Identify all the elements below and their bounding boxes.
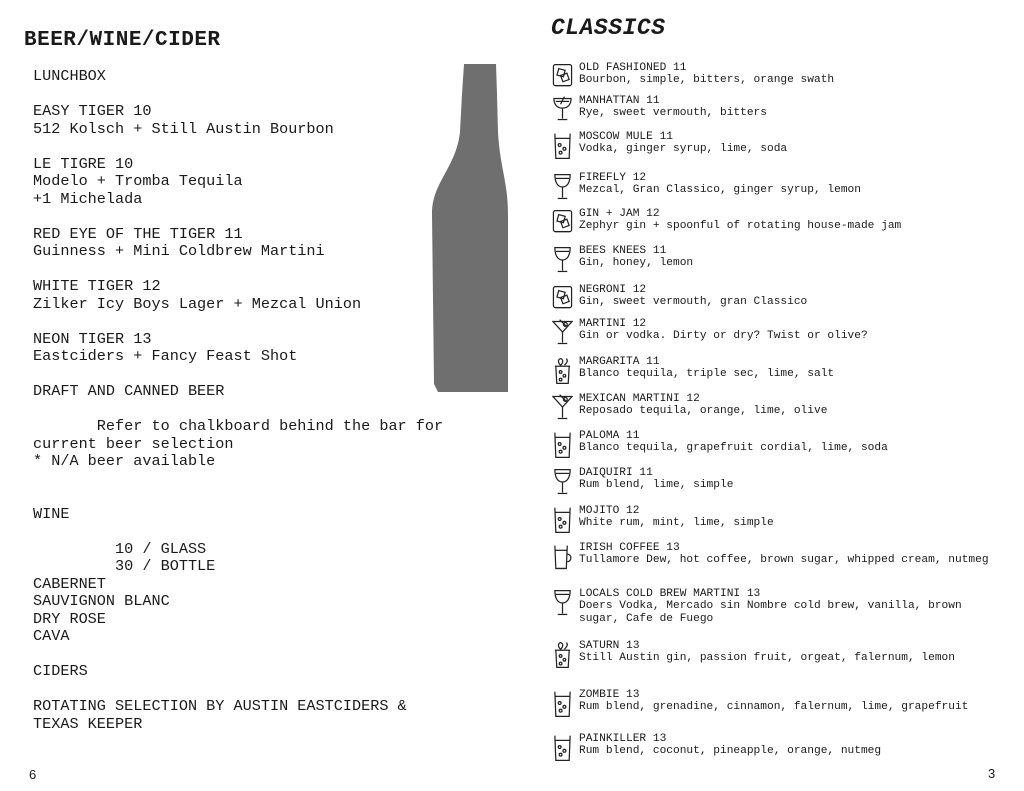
garnished-glass-icon: [552, 640, 573, 670]
drink-text: [579, 284, 999, 309]
blank-line: [33, 471, 443, 489]
drink-description: White rum, mint, lime, simple: [579, 517, 774, 530]
menu-line: NEON TIGER 13: [33, 329, 152, 348]
menu-line: TEXAS KEEPER: [33, 714, 143, 733]
drink-description: Mezcal, Gran Classico, ginger syrup, lemon: [579, 184, 861, 197]
drink-text: [579, 430, 999, 455]
wine-glass-icon: [552, 245, 573, 275]
drink-description: Rye, sweet vermouth, bitters: [579, 107, 767, 120]
drink-item: [552, 356, 999, 386]
drink-name: OLD FASHIONED 11: [579, 62, 687, 74]
drink-description: Reposado tequila, orange, lime, olive: [579, 405, 828, 418]
drink-text: [579, 318, 999, 343]
drink-description: Zephyr gin + spoonful of rotating house-made jam: [579, 220, 902, 233]
drink-item: [552, 393, 999, 423]
mug-icon: [552, 542, 573, 572]
drink-item: [552, 62, 999, 92]
drink-text: [579, 245, 999, 270]
drink-item: [552, 245, 999, 275]
menu-line: DRY ROSE: [33, 609, 106, 628]
menu-line: CIDERS: [33, 662, 88, 680]
drink-item: [552, 172, 999, 202]
menu-line: 10 / GLASS: [33, 539, 207, 558]
menu-line: 512 Kolsch + Still Austin Bourbon: [33, 119, 334, 138]
drink-name: NEGRONI 12: [579, 284, 647, 296]
page-number-left: 6: [29, 767, 37, 782]
wine-glass-icon: [552, 467, 573, 497]
drink-item: [552, 95, 999, 125]
drink-description: Blanco tequila, triple sec, lime, salt: [579, 368, 835, 381]
drink-item: [552, 467, 999, 497]
highball-glass-icon: [552, 733, 573, 763]
highball-glass-icon: [552, 505, 573, 535]
coupe-glass-icon: [552, 95, 573, 125]
menu-line: CABERNET: [33, 574, 106, 593]
drink-text: [579, 588, 999, 625]
menu-line: LE TIGRE 10: [33, 154, 134, 173]
drink-name: FIREFLY 12: [579, 172, 647, 184]
drink-text: [579, 95, 999, 120]
blank-line: [33, 646, 443, 664]
drink-text: [579, 62, 999, 87]
highball-glass-icon: [552, 689, 573, 719]
drink-name: MOJITO 12: [579, 505, 640, 517]
drink-item: [552, 131, 999, 161]
drink-item: [552, 208, 999, 238]
drink-description: Bourbon, simple, bitters, orange swath: [579, 74, 835, 87]
drink-description: Rum blend, lime, simple: [579, 479, 734, 492]
drink-description: Vodka, ginger syrup, lime, soda: [579, 143, 788, 156]
drink-name: LOCALS COLD BREW MARTINI 13: [579, 588, 761, 600]
drink-item: [552, 318, 999, 348]
drink-item: [552, 542, 999, 572]
beer-wine-cider-list: [33, 68, 443, 733]
blank-line: [33, 208, 443, 226]
drink-description: Gin, sweet vermouth, gran Classico: [579, 296, 808, 309]
drink-item: [552, 588, 999, 625]
drink-description: Blanco tequila, grapefruit cordial, lime, soda: [579, 442, 888, 455]
drink-name: ZOMBIE 13: [579, 689, 640, 701]
drink-text: [579, 172, 999, 197]
drink-name: DAIQUIRI 11: [579, 467, 653, 479]
drink-name: GIN + JAM 12: [579, 208, 660, 220]
rocks-glass-icon: [552, 62, 573, 92]
menu-line: current beer selection: [33, 434, 234, 453]
blank-line: [33, 86, 443, 104]
drink-text: [579, 689, 999, 714]
garnished-glass-icon: [552, 356, 573, 386]
drink-item: [552, 505, 999, 535]
blank-line: [33, 261, 443, 279]
drink-description: Gin or vodka. Dirty or dry? Twist or olive?: [579, 330, 868, 343]
drink-name: MANHATTAN 11: [579, 95, 660, 107]
drink-name: SATURN 13: [579, 640, 640, 652]
rocks-glass-icon: [552, 208, 573, 238]
menu-line: RED EYE OF THE TIGER 11: [33, 224, 243, 243]
drink-description: Still Austin gin, passion fruit, orgeat, falernum, lemon: [579, 652, 955, 665]
drink-name: MOSCOW MULE 11: [579, 131, 673, 143]
drink-text: [579, 505, 999, 530]
drink-item: [552, 640, 999, 670]
menu-line: Eastciders + Fancy Feast Shot: [33, 347, 298, 365]
drink-text: [579, 542, 999, 567]
menu-line: +1 Michelada: [33, 189, 143, 208]
wine-glass-icon: [552, 588, 573, 618]
menu-line: * N/A beer available: [33, 452, 216, 470]
blank-line: [33, 138, 443, 156]
drink-description: Rum blend, coconut, pineapple, orange, nutmeg: [579, 745, 882, 758]
drink-item: [552, 733, 999, 763]
martini-glass-icon: [552, 393, 573, 423]
drink-text: [579, 640, 999, 665]
menu-line: Refer to chalkboard behind the bar for: [33, 417, 444, 435]
beer-bottle-icon: [432, 64, 510, 394]
drink-name: IRISH COFFEE 13: [579, 542, 680, 554]
drink-text: [579, 131, 999, 156]
page-title-classics: CLASSICS: [551, 15, 666, 41]
blank-line: [33, 366, 443, 384]
drink-description: Tullamore Dew, hot coffee, brown sugar, whipped cream, nutmeg: [579, 554, 989, 567]
menu-line: DRAFT AND CANNED BEER: [33, 382, 225, 400]
wine-glass-icon: [552, 172, 573, 202]
drink-item: [552, 284, 999, 314]
drink-text: [579, 393, 999, 418]
blank-line: [33, 488, 443, 506]
menu-line: 30 / BOTTLE: [33, 557, 216, 575]
menu-line: SAUVIGNON BLANC: [33, 592, 170, 610]
martini-glass-icon: [552, 318, 573, 348]
drink-description: Doers Vodka, Mercado sin Nombre cold brew, vanilla, brown sugar, Cafe de Fuego: [579, 600, 962, 625]
drink-name: MEXICAN MARTINI 12: [579, 393, 700, 405]
menu-line: ROTATING SELECTION BY AUSTIN EASTCIDERS &: [33, 697, 407, 715]
menu-line: LUNCHBOX: [33, 67, 106, 85]
rocks-glass-icon: [552, 284, 573, 314]
drink-item: [552, 689, 999, 719]
blank-line: [33, 523, 443, 541]
drink-text: [579, 467, 999, 492]
menu-line: CAVA: [33, 627, 70, 645]
blank-line: [33, 313, 443, 331]
menu-line: Modelo + Tromba Tequila: [33, 172, 243, 190]
menu-line: WINE: [33, 504, 70, 523]
menu-line: WHITE TIGER 12: [33, 277, 161, 295]
drink-text: [579, 356, 999, 381]
drink-name: MARGARITA 11: [579, 356, 660, 368]
drink-text: [579, 208, 999, 233]
drink-description: Gin, honey, lemon: [579, 257, 694, 270]
page-number-right: 3: [988, 766, 996, 781]
menu-line: Guinness + Mini Coldbrew Martini: [33, 242, 325, 260]
drink-item: [552, 430, 999, 460]
drink-text: [579, 733, 999, 758]
page-title-beer-wine-cider: BEER/WINE/CIDER: [24, 29, 221, 52]
blank-line: [33, 681, 443, 699]
menu-line: EASY TIGER 10: [33, 102, 152, 120]
drink-name: PAINKILLER 13: [579, 733, 667, 745]
highball-glass-icon: [552, 131, 573, 161]
drink-name: PALOMA 11: [579, 430, 640, 442]
menu-line: Zilker Icy Boys Lager + Mezcal Union: [33, 294, 362, 313]
drink-description: Rum blend, grenadine, cinnamon, falernum, lime, grapefruit: [579, 701, 969, 714]
drink-name: MARTINI 12: [579, 318, 647, 330]
drink-name: BEES KNEES 11: [579, 245, 667, 257]
blank-line: [33, 401, 443, 419]
highball-glass-icon: [552, 430, 573, 460]
